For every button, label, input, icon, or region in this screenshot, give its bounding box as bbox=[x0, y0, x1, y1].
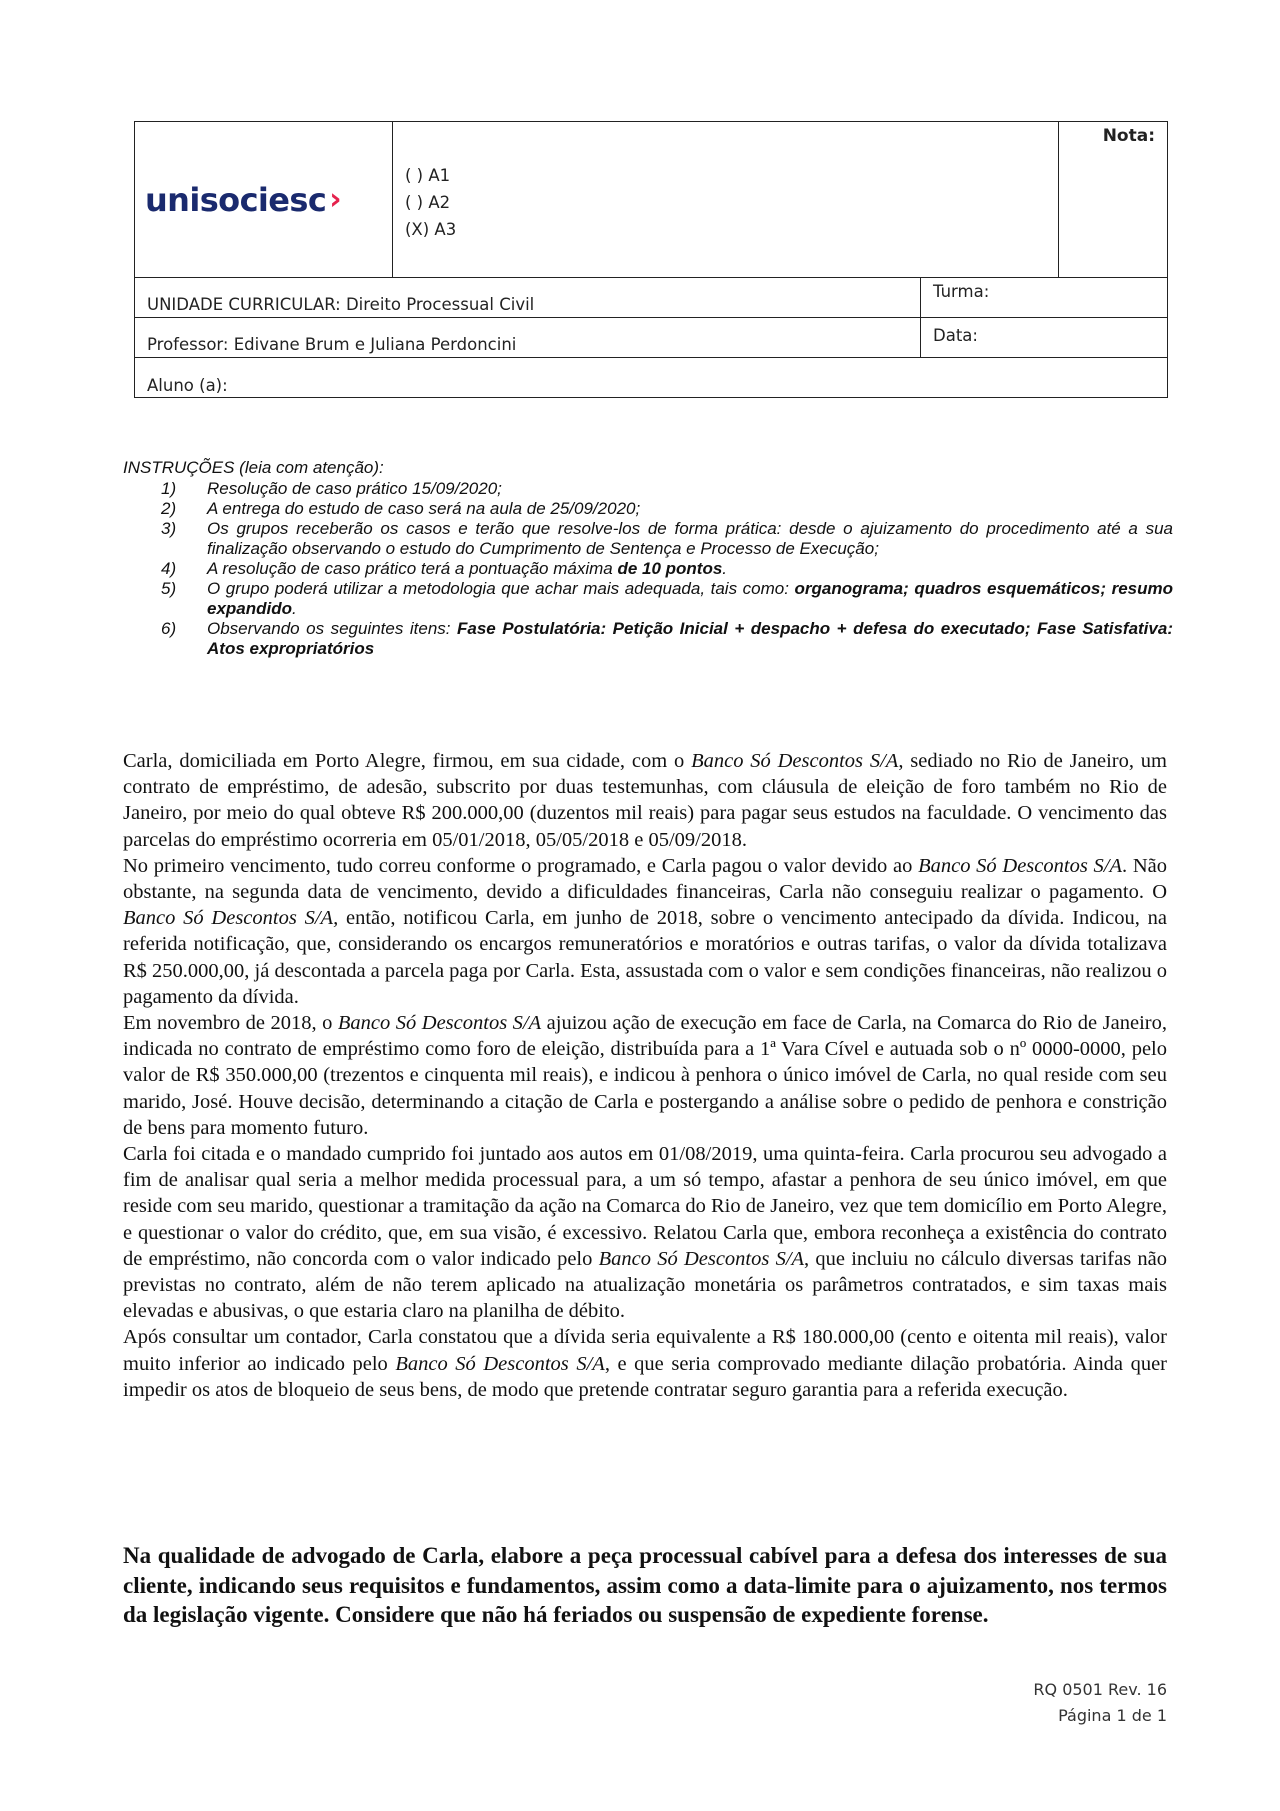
exam-options bbox=[393, 122, 1059, 277]
turma-field: Turma: bbox=[933, 282, 990, 301]
header-row-professor bbox=[135, 317, 1167, 357]
unidade-curricular: UNIDADE CURRICULAR: Direito Processual Civil bbox=[135, 278, 921, 317]
instruction-item: 6) Observando os seguintes itens: Fase Postulatória: Petição Inicial + despacho + defesa do executado; Fase Satisfativa: Atos expropriatórios bbox=[161, 619, 1173, 658]
instruction-item: 1) Resolução de caso prático 15/09/2020; bbox=[161, 479, 502, 498]
case-paragraph-3: Em novembro de 2018, o Banco Só Descontos S/A ajuizou ação de execução em face de Carla, na Comarca do Rio de Janeiro, indicada no contrato de empréstimo como foro de eleição, distribuída para a 1ª Vara Cível e autuada sob o nº 0000-0000, pelo valor de R$ 350.000,00 (trezentos e cinquenta mil reais), e indicou à penhora o único imóvel de Carla, no qual reside com seu marido, José. Houve decisão, determinando a citação de Carla e postergando a análise sobre o pedido de penhora e constrição de bens para momento futuro. bbox=[123, 1012, 1167, 1139]
instructions-title: INSTRUÇÕES (leia com atenção): bbox=[123, 458, 384, 477]
instruction-item: 3) Os grupos receberão os casos e terão que resolve-los de forma prática: desde o ajuizamento do procedimento até a sua finalização observando o estudo do Cumprimento de Sentença e Processo de Execução; bbox=[161, 519, 1173, 558]
professor: Professor: Edivane Brum e Juliana Perdoncini bbox=[135, 318, 921, 357]
case-text bbox=[123, 748, 1167, 1403]
case-paragraph-5: Após consultar um contador, Carla constatou que a dívida seria equivalente a R$ 180.000,00 (cento e oitenta mil reais), valor muito inferior ao indicado pelo Banco Só Descontos S/A, e que seria comprovado mediante dilação probatória. Ainda quer impedir os atos de bloqueio de seus bens, de modo que pretende contratar seguro garantia para a referida execução. bbox=[123, 1326, 1167, 1401]
exam-option-a1: ( ) A1 bbox=[405, 166, 451, 185]
case-paragraph-2: No primeiro vencimento, tudo correu conforme o programado, e Carla pagou o valor devido ao Banco Só Descontos S/A. Não obstante, na segunda data de vencimento, devido a dificuldades financeiras, Carla não conseguiu realizar o pagamento. O Banco Só Descontos S/A, então, notificou Carla, em junho de 2018, sobre o vencimento antecipado da dívida. Indicou, na referida notificação, que, considerando os encargos remuneratórios e moratórios e outras tarifas, o valor da dívida totalizava R$ 250.000,00, já descontada a parcela paga por Carla. Esta, assustada com o valor e sem condições financeiras, não realizou o pagamento da dívida. bbox=[123, 854, 1167, 1008]
instructions-list bbox=[123, 479, 1173, 659]
question: Na qualidade de advogado de Carla, elabore a peça processual cabível para a defesa dos interesses de sua cliente, indicando seus requisitos e fundamentos, assim como a data-limite para o ajuizamento, nos termos da legislação vigente. Considere que não há feriados ou suspensão de expediente forense. bbox=[123, 1543, 1167, 1627]
header-row-aluno bbox=[135, 357, 1167, 397]
header-table bbox=[134, 121, 1168, 398]
case-paragraph-1: Carla, domiciliada em Porto Alegre, firmou, em sua cidade, com o Banco Só Descontos S/A, sediado no Rio de Janeiro, um contrato de empréstimo, de adesão, subscrito por duas testemunhas, com cláusula de eleição de foro também no Rio de Janeiro, por meio do qual obteve R$ 200.000,00 (duzentos mil reais) para pagar seus estudos na faculdade. O vencimento das parcelas do empréstimo ocorreria em 05/01/2018, 05/05/2018 e 05/09/2018. bbox=[123, 750, 1168, 851]
instructions bbox=[123, 458, 1173, 659]
header-row-unidade bbox=[135, 277, 1167, 317]
header-row-top bbox=[135, 122, 1167, 277]
instruction-item: 5) O grupo poderá utilizar a metodologia que achar mais adequada, tais como: organograma; quadros esquemáticos; resumo expandido. bbox=[161, 579, 1173, 618]
logo-chevron-icon: › bbox=[329, 182, 342, 217]
page-number: Página 1 de 1 bbox=[1058, 1706, 1167, 1725]
exam-option-a2: ( ) A2 bbox=[405, 193, 451, 212]
logo bbox=[135, 122, 393, 277]
data-field: Data: bbox=[933, 326, 978, 345]
nota-label: Nota: bbox=[1102, 126, 1155, 146]
case-paragraph-4: Carla foi citada e o mandado cumprido foi juntado aos autos em 01/08/2019, uma quinta-feira. Carla procurou seu advogado a fim de analisar qual seria a melhor medida processual para, a um só tempo, afastar a penhora de seu único imóvel, em que reside com seu marido, questionar a tramitação da ação na Comarca do Rio de Janeiro, vez que tem domicílio em Porto Alegre, e questionar o valor do crédito, que, em sua visão, é excessivo. Relatou Carla que, embora reconheça a existência do contrato de empréstimo, não concorda com o valor indicado pelo Banco Só Descontos S/A, que incluiu no cálculo diversas tarifas não previstas no contrato, além de não terem aplicado na atualização monetária os parâmetros contratados, e sim taxas mais elevadas e abusivas, o que estaria claro na planilha de débito. bbox=[123, 1143, 1168, 1323]
logo-text: unisociesc bbox=[145, 180, 327, 219]
exam-option-a3: (X) A3 bbox=[405, 220, 457, 239]
aluno-field: Aluno (a): bbox=[147, 376, 228, 395]
instruction-item: 4) A resolução de caso prático terá a pontuação máxima de 10 pontos. bbox=[161, 559, 728, 578]
footer bbox=[1033, 1677, 1167, 1729]
instruction-item: 2) A entrega do estudo de caso será na aula de 25/09/2020; bbox=[161, 499, 641, 518]
revision-code: RQ 0501 Rev. 16 bbox=[1033, 1680, 1167, 1699]
